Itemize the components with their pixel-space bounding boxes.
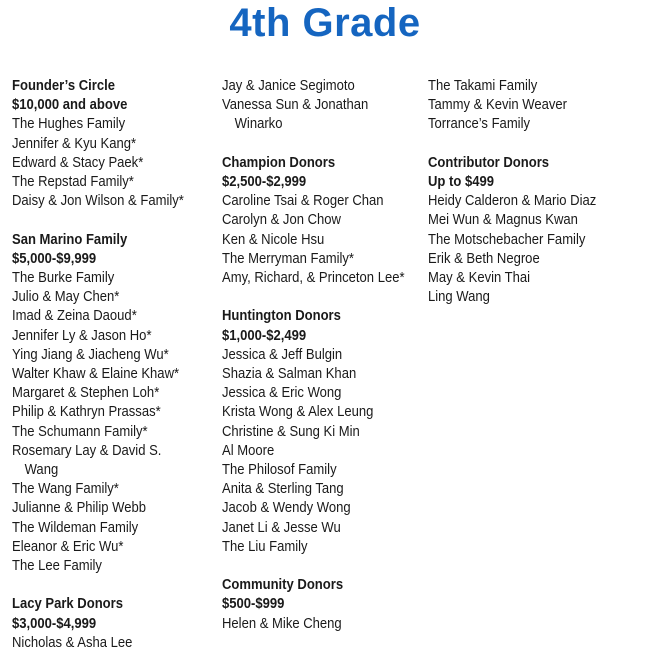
donor-entry: Jennifer Ly & Jason Ho* [12,327,152,344]
donor-entry: May & Kevin Thai [428,270,531,287]
donor-entry: The Repstad Family* [12,174,134,191]
donor-entry: The Merryman Family* [222,250,354,267]
donor-entry: Walter Khaw & Elaine Khaw* [12,366,180,383]
donor-entry: Torrance’s Family [428,116,531,133]
section-title: Champion Donors [222,154,336,171]
section-title: Community Donors [222,577,344,594]
donor-entry: Christine & Sung Ki Min [222,423,360,440]
section-title: San Marino Family [12,231,128,248]
section-range: $500-$999 [222,596,285,613]
section-range: $2,500-$2,999 [222,174,307,190]
donor-section [12,231,197,577]
donor-entry: Nicholas & Asha Lee [12,634,133,651]
donor-entry: Jessica & Jeff Bulgin [222,346,343,363]
donor-entry: The Takami Family [428,78,538,94]
donor-entry: Tammy & Kevin Weaver [428,97,568,114]
donor-entry: Erik & Beth Negroe [428,250,540,267]
donor-section [222,307,407,557]
donor-section [12,77,197,211]
donor-entry: Amy, Richard, & Princeton Lee* [222,270,405,287]
donor-entry: Daisy & Jon Wilson & Family* [12,193,184,210]
donor-entry: Janet Li & Jesse Wu [222,519,341,536]
donor-entry: Mei Wun & Magnus Kwan [428,212,578,229]
donor-entry: The Philosof Family [222,462,337,479]
donor-entry: Ying Jiang & Jiacheng Wu* [12,346,169,363]
donor-column-3 [428,77,613,307]
donor-entry: Anita & Sterling Tang [222,481,344,498]
donor-entry: Jay & Janice Segimoto [222,78,355,94]
donor-entry: The Motschebacher Family [428,231,586,248]
donor-entry: Krista Wong & Alex Leung [222,404,374,421]
donor-entry: Helen & Mike Cheng [222,615,342,632]
donor-column-2 [222,77,407,634]
donor-entry: Imad & Zeina Daoud* [12,308,137,325]
donor-entry: Julianne & Philip Webb [12,500,146,517]
donor-entry: Caroline Tsai & Roger Chan [222,193,384,210]
donor-entry: Shazia & Salman Khan [222,366,357,383]
page-title: 4th Grade [229,1,421,45]
donor-entry: Carolyn & Jon Chow [222,212,341,229]
section-title: Founder’s Circle [12,78,115,94]
donor-entry: Ken & Nicole Hsu [222,231,325,248]
donor-entry: Jessica & Eric Wong [222,385,342,402]
donor-entry: The Wang Family* [12,481,119,498]
donor-entry: Margaret & Stephen Loh* [12,385,160,402]
donor-section [12,595,197,653]
section-title: Huntington Donors [222,308,341,325]
section-title: Lacy Park Donors [12,596,123,613]
section-range: $3,000-$4,999 [12,615,97,632]
donor-entry: Eleanor & Eric Wu* [12,538,124,555]
donor-entry: Philip & Kathryn Prassas* [12,404,161,421]
donor-entry: Rosemary Lay & David S. Wang [12,442,162,479]
section-range: Up to $499 [428,174,495,190]
section-range: $1,000-$2,499 [222,327,307,344]
donor-section [428,154,613,308]
donor-entry: The Liu Family [222,538,308,555]
donor-section [222,77,407,135]
donor-entry: Ling Wang [428,289,490,306]
donor-entry: The Schumann Family* [12,423,148,440]
section-range: $5,000-$9,999 [12,250,97,267]
donor-section [428,77,613,135]
donor-section [222,576,407,634]
donor-entry: Heidy Calderon & Mario Diaz [428,193,597,210]
donor-entry: The Wildeman Family [12,519,139,536]
donor-entry: The Burke Family [12,270,115,287]
section-title: Contributor Donors [428,154,550,171]
donor-entry: Al Moore [222,442,275,459]
donor-entry: Edward & Stacy Paek* [12,154,144,171]
donor-entry: Jacob & Wendy Wong [222,500,351,517]
donor-entry: The Lee Family [12,558,102,575]
donor-section [222,154,407,288]
donor-column-1 [12,77,197,653]
section-range: $10,000 and above [12,97,128,114]
donor-entry: Jennifer & Kyu Kang* [12,135,137,152]
donor-entry: Vanessa Sun & Jonathan Winarko [222,97,369,133]
donor-entry: The Hughes Family [12,116,126,133]
donor-entry: Julio & May Chen* [12,289,120,306]
